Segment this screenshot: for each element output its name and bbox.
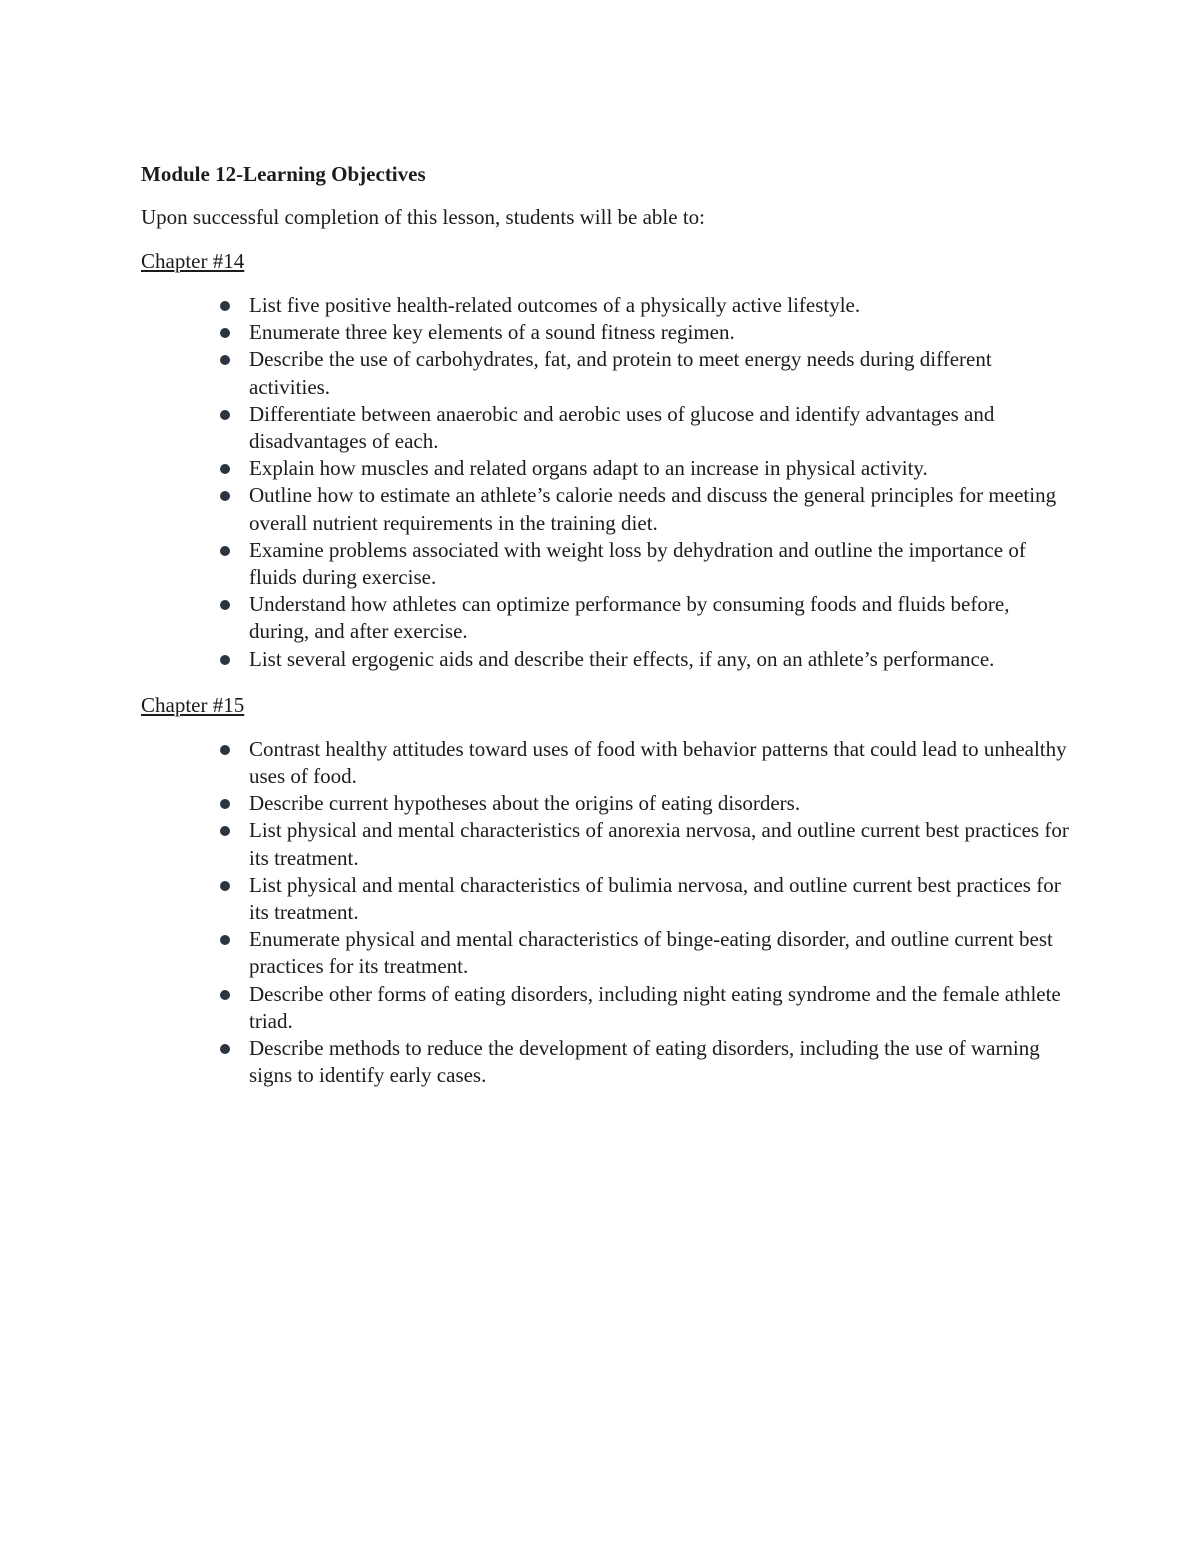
objective-text: List physical and mental characteristics of bulimia nervosa, and outline current best practices for its treatment. [249,872,1061,925]
bullet-icon [220,990,230,1000]
bullet-icon [220,1044,230,1054]
document-title: Module 12-Learning Objectives [141,162,426,186]
bullet-icon [220,328,230,338]
list-item [141,346,1071,400]
bullet-icon [220,410,230,420]
intro-text: Upon successful completion of this lesson, students will be able to: [141,205,706,229]
objective-text: Differentiate between anaerobic and aerobic uses of glucose and identify advantages and disadvantages of each. [249,401,995,454]
list-item [141,817,1071,871]
list-item [141,537,1071,591]
objective-text: List several ergogenic aids and describe their effects, if any, on an athlete’s performance. [249,646,995,671]
objective-text: Describe methods to reduce the development of eating disorders, including the use of warning signs to identify early cases. [249,1036,1040,1088]
bullet-icon [220,464,230,474]
list-item [141,591,1071,645]
objective-text: Enumerate physical and mental characteristics of binge-eating disorder, and outline current best practices for its treatment. [249,927,1053,979]
bullet-icon [220,655,230,665]
list-item [141,455,1071,482]
bullet-icon [220,881,230,891]
bullet-icon [220,745,230,755]
list-item [141,401,1071,455]
bullet-icon [220,301,230,311]
chapter-section-15 [141,692,1071,1090]
objective-text: Outline how to estimate an athlete’s calorie needs and discuss the general principles for meeting overall nutrient requirements in the training diet. [249,483,1057,535]
bullet-icon [220,935,230,945]
objectives-list [141,736,1071,1090]
list-item [141,319,1071,346]
document-page [141,160,1071,1089]
objective-text: Describe current hypotheses about the origins of eating disorders. [249,791,801,816]
objective-text: Understand how athletes can optimize performance by consuming foods and fluids before, during, and after exercise. [249,592,1010,644]
list-item [141,790,1071,817]
objective-text: List five positive health-related outcomes of a physically active lifestyle. [249,293,861,317]
objective-text: Describe other forms of eating disorders, including night eating syndrome and the female athlete triad. [249,981,1061,1033]
list-item [141,981,1071,1035]
chapter-heading: Chapter #14 [141,249,245,273]
list-item [141,646,1071,673]
list-item [141,292,1071,319]
objectives-list [141,292,1071,673]
chapter-section-14 [141,248,1071,673]
list-item [141,926,1071,980]
objective-text: Enumerate three key elements of a sound fitness regimen. [249,320,735,345]
list-item [141,736,1071,790]
objective-text: Examine problems associated with weight loss by dehydration and outline the importance of fluids during exercise. [249,537,1026,590]
list-item [141,482,1071,536]
bullet-icon [220,546,230,556]
bullet-icon [220,600,230,610]
bullet-icon [220,826,230,836]
list-item [141,1035,1071,1089]
objective-text: List physical and mental characteristics of anorexia nervosa, and outline current best practices for its treatment. [249,818,1069,870]
objective-text: Describe the use of carbohydrates, fat, and protein to meet energy needs during different activities. [249,347,992,399]
bullet-icon [220,355,230,365]
bullet-icon [220,799,230,809]
chapter-heading: Chapter #15 [141,692,245,717]
bullet-icon [220,491,230,501]
objective-text: Explain how muscles and related organs adapt to an increase in physical activity. [249,456,928,481]
objective-text: Contrast healthy attitudes toward uses of food with behavior patterns that could lead to unhealthy uses of food. [249,736,1067,789]
list-item [141,872,1071,926]
